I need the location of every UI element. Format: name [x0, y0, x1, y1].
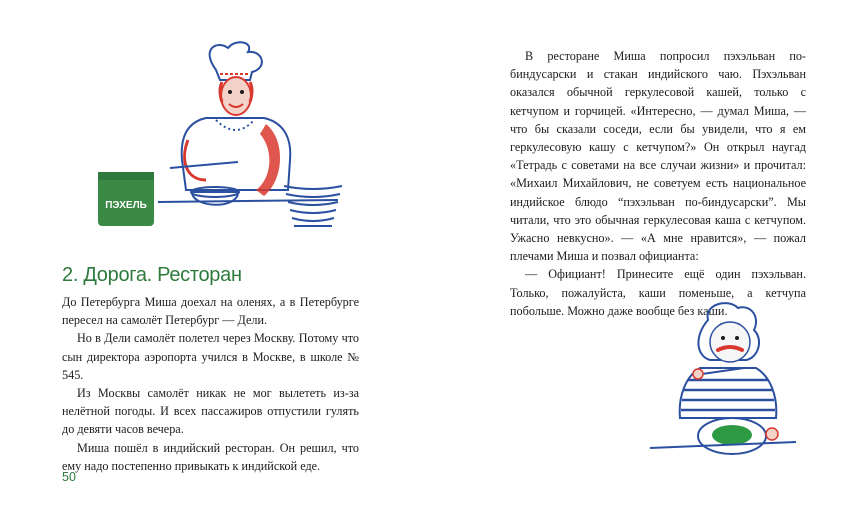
page-number: 50: [62, 470, 76, 484]
paragraph: До Петербурга Миша доехал на оленях, а в Петербурге пересел на самолёт Петербург — Дели.: [62, 295, 359, 328]
paragraph: Из Москвы самолёт никак не мог вылететь из-за нелётной погоды. И всех пассажиров отпустили гулять до девяти часов вечера.: [62, 386, 359, 437]
paragraph: — Официант! Принесите ещё один пэхэльван. Только, пожалуйста, каши поменьше, а кетчупа побольше. Можно даже вообще без каши.: [510, 267, 806, 318]
paragraph: В ресторане Миша попросил пэхэльван по-биндусарски и стакан индийского чаю. Пэхэльван оказался обычной геркулесовой кашей, только с кетчупом и горчицей. «Интересно, — думал Миша, — что бы сказали соседи, если бы увидели, что я ем геркулесовую кашу с кетчупом?» Он открыл наугад «Тетрадь с советами на все случаи жизни» и прочитал: «Михаил Михайлович, не советуем есть национальное индийское блюдо “пэхэльван по-биндусарски”. Мы читали, что это обычная геркулесовая каша с кетчупом. Ужасно невкусно». — «А мне нравится», — пожал плечами Миша и позвал официанта:: [510, 49, 806, 264]
cook-illustration: [88, 40, 358, 240]
tin-label: ПЭХЕЛЬ: [105, 200, 147, 211]
paragraph: Но в Дели самолёт полетел через Москву. Потому что сын директора аэропорта учился в Москве, в школе № 545.: [62, 331, 359, 382]
paragraph: Миша пошёл в индийский ресторан. Он решил, что ему надо постепенно привыкать к индийской еде.: [62, 440, 359, 473]
left-page: [0, 0, 430, 515]
left-body-text: [62, 293, 359, 475]
misha-eating-illustration: [648, 296, 798, 468]
chapter-heading: 2. Дорога. Ресторан: [62, 264, 242, 286]
right-body-text: [510, 47, 806, 320]
right-page: [430, 0, 861, 515]
